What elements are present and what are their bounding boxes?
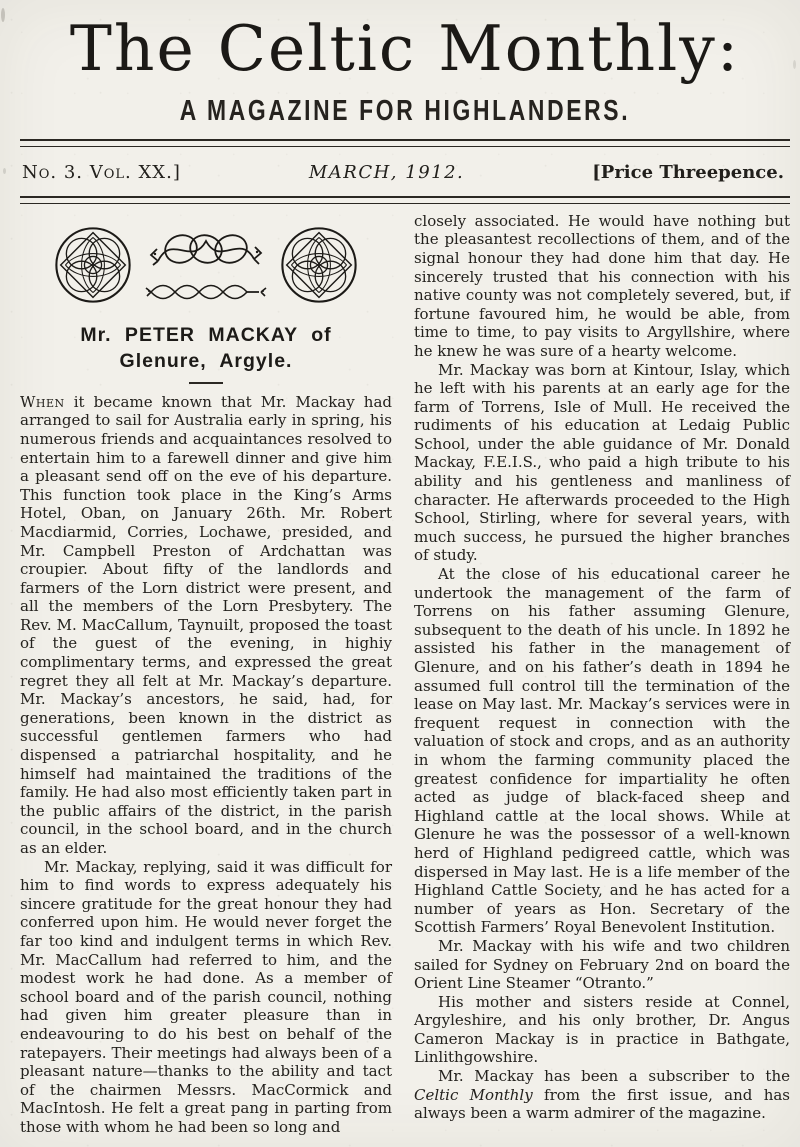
paragraph: Mr. Mackay, replying, said it was difficult for him to find words to express adequately his sincere gratitude for the great honour they had conferred upon him. He would never forget the far too kind and indulgent terms in which Rev. Mr. MacCallum had referred to him, and the modest work he had done. As a member of school board and of the parish council, nothing had given him greater pleasure than in endeavouring to do his best on behalf of the ratepayers. Their meetings had always been of a pleasant nature—thanks to the ability and tact of the chairmen Messrs. MacCormick and MacIntosh. He felt a great pang in parting from those with whom he had been so long and bbox=[20, 857, 392, 1136]
celtic-knot-circle-icon bbox=[54, 226, 132, 304]
double-rule-divider bbox=[20, 139, 790, 147]
scan-speck bbox=[1, 8, 5, 22]
paragraph bbox=[414, 1067, 790, 1123]
celtic-knot-band-icon bbox=[148, 227, 264, 272]
scan-speck bbox=[3, 168, 6, 174]
paragraph: closely associated. He would have nothing but the pleasantest recollections of them, and of the signal honour they had done him that day. He sincerely trusted that his connection with his native county was not completely severed, but, if fortune favoured him, he would be able, from time to time, to pay visits to Argyllshire, where he knew he was sure of a hearty welcome. bbox=[414, 211, 790, 360]
issue-number: No. 3. Vol. XX.] bbox=[22, 161, 181, 183]
paragraph: At the close of his educational career he undertook the management of the farm of Torrens on his father assuming Glenure, subsequent to the death of his uncle. In 1892 he assisted his father in the management of Glenure, and on his father’s death in 1894 he assumed full control till the termination of the lease on May last. Mr. Mackay’s services were in frequent request in connection with the valuation of stock and crops, and as an authority in whom the farming community placed the greatest confidence for impartiality he often acted as judge of black-faced sheep and Highland cattle at the local shows. While at Glenure he was the possessor of a well-known herd of Highland pedigreed cattle, which was dispersed in May last. He is a life member of the Highland Cattle Society, and he has acted for a number of years as Hon. Secretary of the Scottish Farmers’ Royal Benevolent Institution. bbox=[414, 565, 790, 937]
magazine-subtitle-row bbox=[20, 92, 790, 127]
celtic-knot-strip-icon bbox=[145, 281, 267, 303]
paragraph-text: Mr. Mackay has been a subscriber to the bbox=[438, 1067, 790, 1086]
heading-divider bbox=[189, 382, 223, 384]
celtic-ornaments bbox=[20, 226, 392, 304]
celtic-knot-circle-icon bbox=[280, 226, 358, 304]
article-title-line2: Glenure, Argyle. bbox=[119, 349, 293, 372]
magazine-title: The Celtic Monthly: bbox=[69, 12, 741, 85]
celtic-ornament-middle bbox=[145, 227, 267, 303]
masthead bbox=[20, 10, 790, 126]
paragraph: Mr. Mackay was born at Kintour, Islay, which he left with his parents at an early age for the farm of Torrens, Isle of Mull. He received the rudiments of his education at Ledaig Public School, under the able guidance of Mr. Donald Mackay, F.E.I.S., who paid a high tribute to his ability and his gentleness and manliness of character. He afterwards proceeded to the High School, Stirling, where for several years, with much success, he pursued the higher branches of study. bbox=[414, 360, 790, 565]
paragraph bbox=[20, 393, 392, 858]
lead-word: When bbox=[20, 392, 65, 411]
double-rule-divider bbox=[20, 196, 790, 204]
article-title-line1: Mr. PETER MACKAY of bbox=[80, 323, 332, 346]
issue-price: [Price Threepence. bbox=[592, 161, 784, 183]
scan-speck bbox=[793, 60, 796, 69]
article-title bbox=[20, 322, 392, 374]
paragraph-text: from the first issue, and has always been a warm admirer of the magazine. bbox=[414, 1085, 791, 1123]
magazine-subtitle: A MAGAZINE FOR HIGHLANDERS. bbox=[179, 92, 631, 127]
magazine-name-italic: Celtic Monthly bbox=[414, 1085, 533, 1104]
issue-info-row bbox=[20, 147, 790, 196]
paragraph-text: it became known that Mr. Mackay had arranged to sail for Australia early in spring, his numerous friends and acquaintances resolved to entertain him to a farewell dinner and give him a pleasant send off on the eve of his departure. This function took place in the King’s Arms Hotel, Oban, on January 26th. Mr. Robert Macdiarmid, Corries, Lochawe, presided, and Mr. Campbell Preston of Ardchattan was croupier. About fifty of the landlords and farmers of the Lorn district were present, and all the members of the Lorn Presbytery. The Rev. M. MacCallum, Taynuilt, proposed the toast of the guest of the evening, in highiy complimentary terms, and expressed the great regret they all felt at Mr. Mackay’s departure. Mr. Mackay’s ancestors, he said, had, for generations, been known in the district as successful gentlemen farmers who had dispensed a patriarchal hospitality, and he himself had maintained the traditions of the family. He had also most efficiently taken part in the public affairs of the district, in the parish council, in the school board, and in the church as an elder. bbox=[20, 392, 392, 857]
paragraph: Mr. Mackay with his wife and two children sailed for Sydney on February 2nd on board the Orient Line Steamer “Otranto.” bbox=[414, 936, 790, 993]
article-body bbox=[20, 212, 790, 1137]
paragraph: His mother and sisters reside at Connel, Argyleshire, and his only brother, Dr. Angus Cameron Mackay is in practice in Bathgate, Linlithgowshire. bbox=[414, 992, 790, 1067]
issue-date: MARCH, 1912. bbox=[308, 161, 465, 183]
right-column bbox=[414, 212, 790, 1137]
left-column bbox=[20, 212, 392, 1137]
